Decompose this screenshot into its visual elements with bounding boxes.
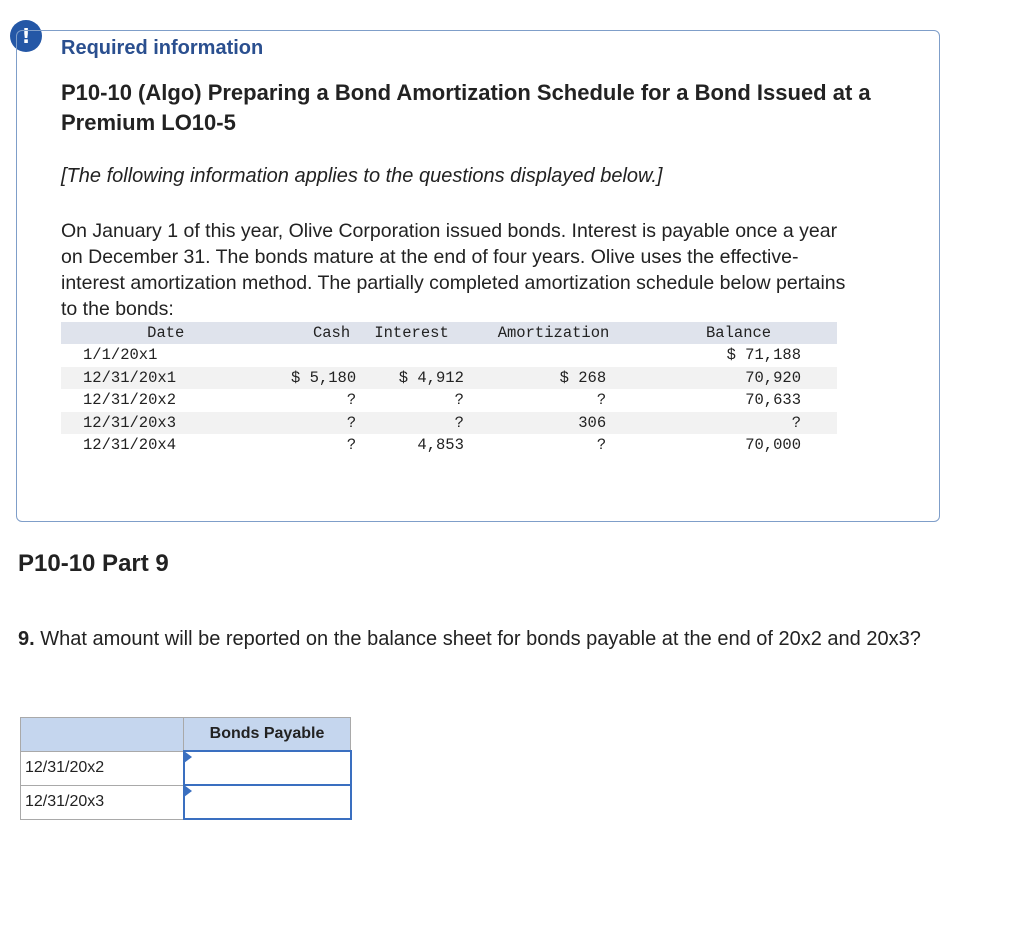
cell-date: 1/1/20x1 — [83, 346, 158, 365]
schedule-header-row — [61, 322, 837, 344]
schedule-row — [61, 389, 837, 411]
header-interest: Interest — [374, 324, 449, 342]
answer-header-row — [21, 718, 351, 752]
schedule-row — [61, 367, 837, 389]
cell-interest: ? — [454, 391, 464, 410]
header-amortization: Amortization — [497, 324, 610, 342]
cell-cash: ? — [346, 391, 357, 410]
input-flag-icon — [184, 785, 192, 797]
bonds-payable-20x2-cell[interactable] — [184, 751, 351, 785]
header-balance: Balance — [706, 324, 772, 342]
cell-amortization: ? — [596, 391, 607, 410]
bonds-payable-20x2-input[interactable] — [185, 752, 350, 784]
cell-cash: ? — [346, 436, 357, 455]
answer-row-label: 12/31/20x2 — [21, 751, 184, 785]
cell-balance: 70,000 — [745, 436, 801, 455]
cell-date: 12/31/20x1 — [83, 368, 177, 387]
cell-balance: $ 71,188 — [726, 346, 801, 365]
bonds-payable-header: Bonds Payable — [184, 718, 351, 752]
answer-row-label: 12/31/20x3 — [21, 785, 184, 819]
answer-row — [21, 751, 351, 785]
header-cash: Cash — [312, 324, 351, 342]
bonds-payable-20x3-cell[interactable] — [184, 785, 351, 819]
cell-date: 12/31/20x3 — [83, 413, 177, 432]
schedule-row — [61, 344, 837, 366]
cell-amortization — [467, 344, 640, 366]
cell-balance: 70,633 — [745, 391, 801, 410]
amortization-schedule — [61, 322, 837, 456]
answer-row — [21, 785, 351, 819]
input-flag-icon — [184, 751, 192, 763]
answer-table — [20, 717, 352, 820]
problem-title: P10-10 (Algo) Preparing a Bond Amortization Schedule for a Bond Issued at a Premium LO10-5 — [61, 80, 871, 135]
cell-balance: 70,920 — [745, 368, 801, 387]
cell-interest: 4,853 — [417, 436, 464, 455]
cell-cash — [255, 344, 357, 366]
cell-amortization: ? — [596, 436, 607, 455]
scenario-text: On January 1 of this year, Olive Corporation issued bonds. Interest is payable once a year on December 31. The bonds mature at the end of four years. Olive uses the effective-interest amortization method. The partially completed amortization schedule below pertains to the bonds: — [61, 220, 846, 320]
cell-cash: ? — [346, 413, 357, 432]
header-date: Date — [147, 324, 185, 342]
cell-cash: $ 5,180 — [291, 368, 357, 387]
cell-date: 12/31/20x2 — [83, 391, 177, 410]
cell-interest — [356, 344, 467, 366]
cell-interest: ? — [454, 413, 464, 432]
required-info-heading: Required information — [61, 37, 264, 59]
question-body: What amount will be reported on the balance sheet for bonds payable at the end of 20x2 and 20x3? — [34, 628, 921, 650]
bonds-payable-20x3-input[interactable] — [185, 786, 350, 818]
schedule-row — [61, 434, 837, 456]
part-heading: P10-10 Part 9 — [18, 550, 169, 577]
cell-interest: $ 4,912 — [398, 368, 464, 387]
cell-amortization: $ 268 — [559, 368, 607, 387]
schedule-row — [61, 412, 837, 434]
alert-icon: ! — [10, 20, 42, 52]
answer-corner-cell — [21, 718, 184, 752]
cell-balance: ? — [791, 413, 801, 432]
intro-note: [The following information applies to the questions displayed below.] — [61, 165, 663, 187]
question-text — [18, 626, 1008, 653]
cell-amortization: 306 — [578, 413, 607, 432]
question-number: 9. — [18, 628, 35, 650]
cell-date: 12/31/20x4 — [83, 436, 177, 455]
